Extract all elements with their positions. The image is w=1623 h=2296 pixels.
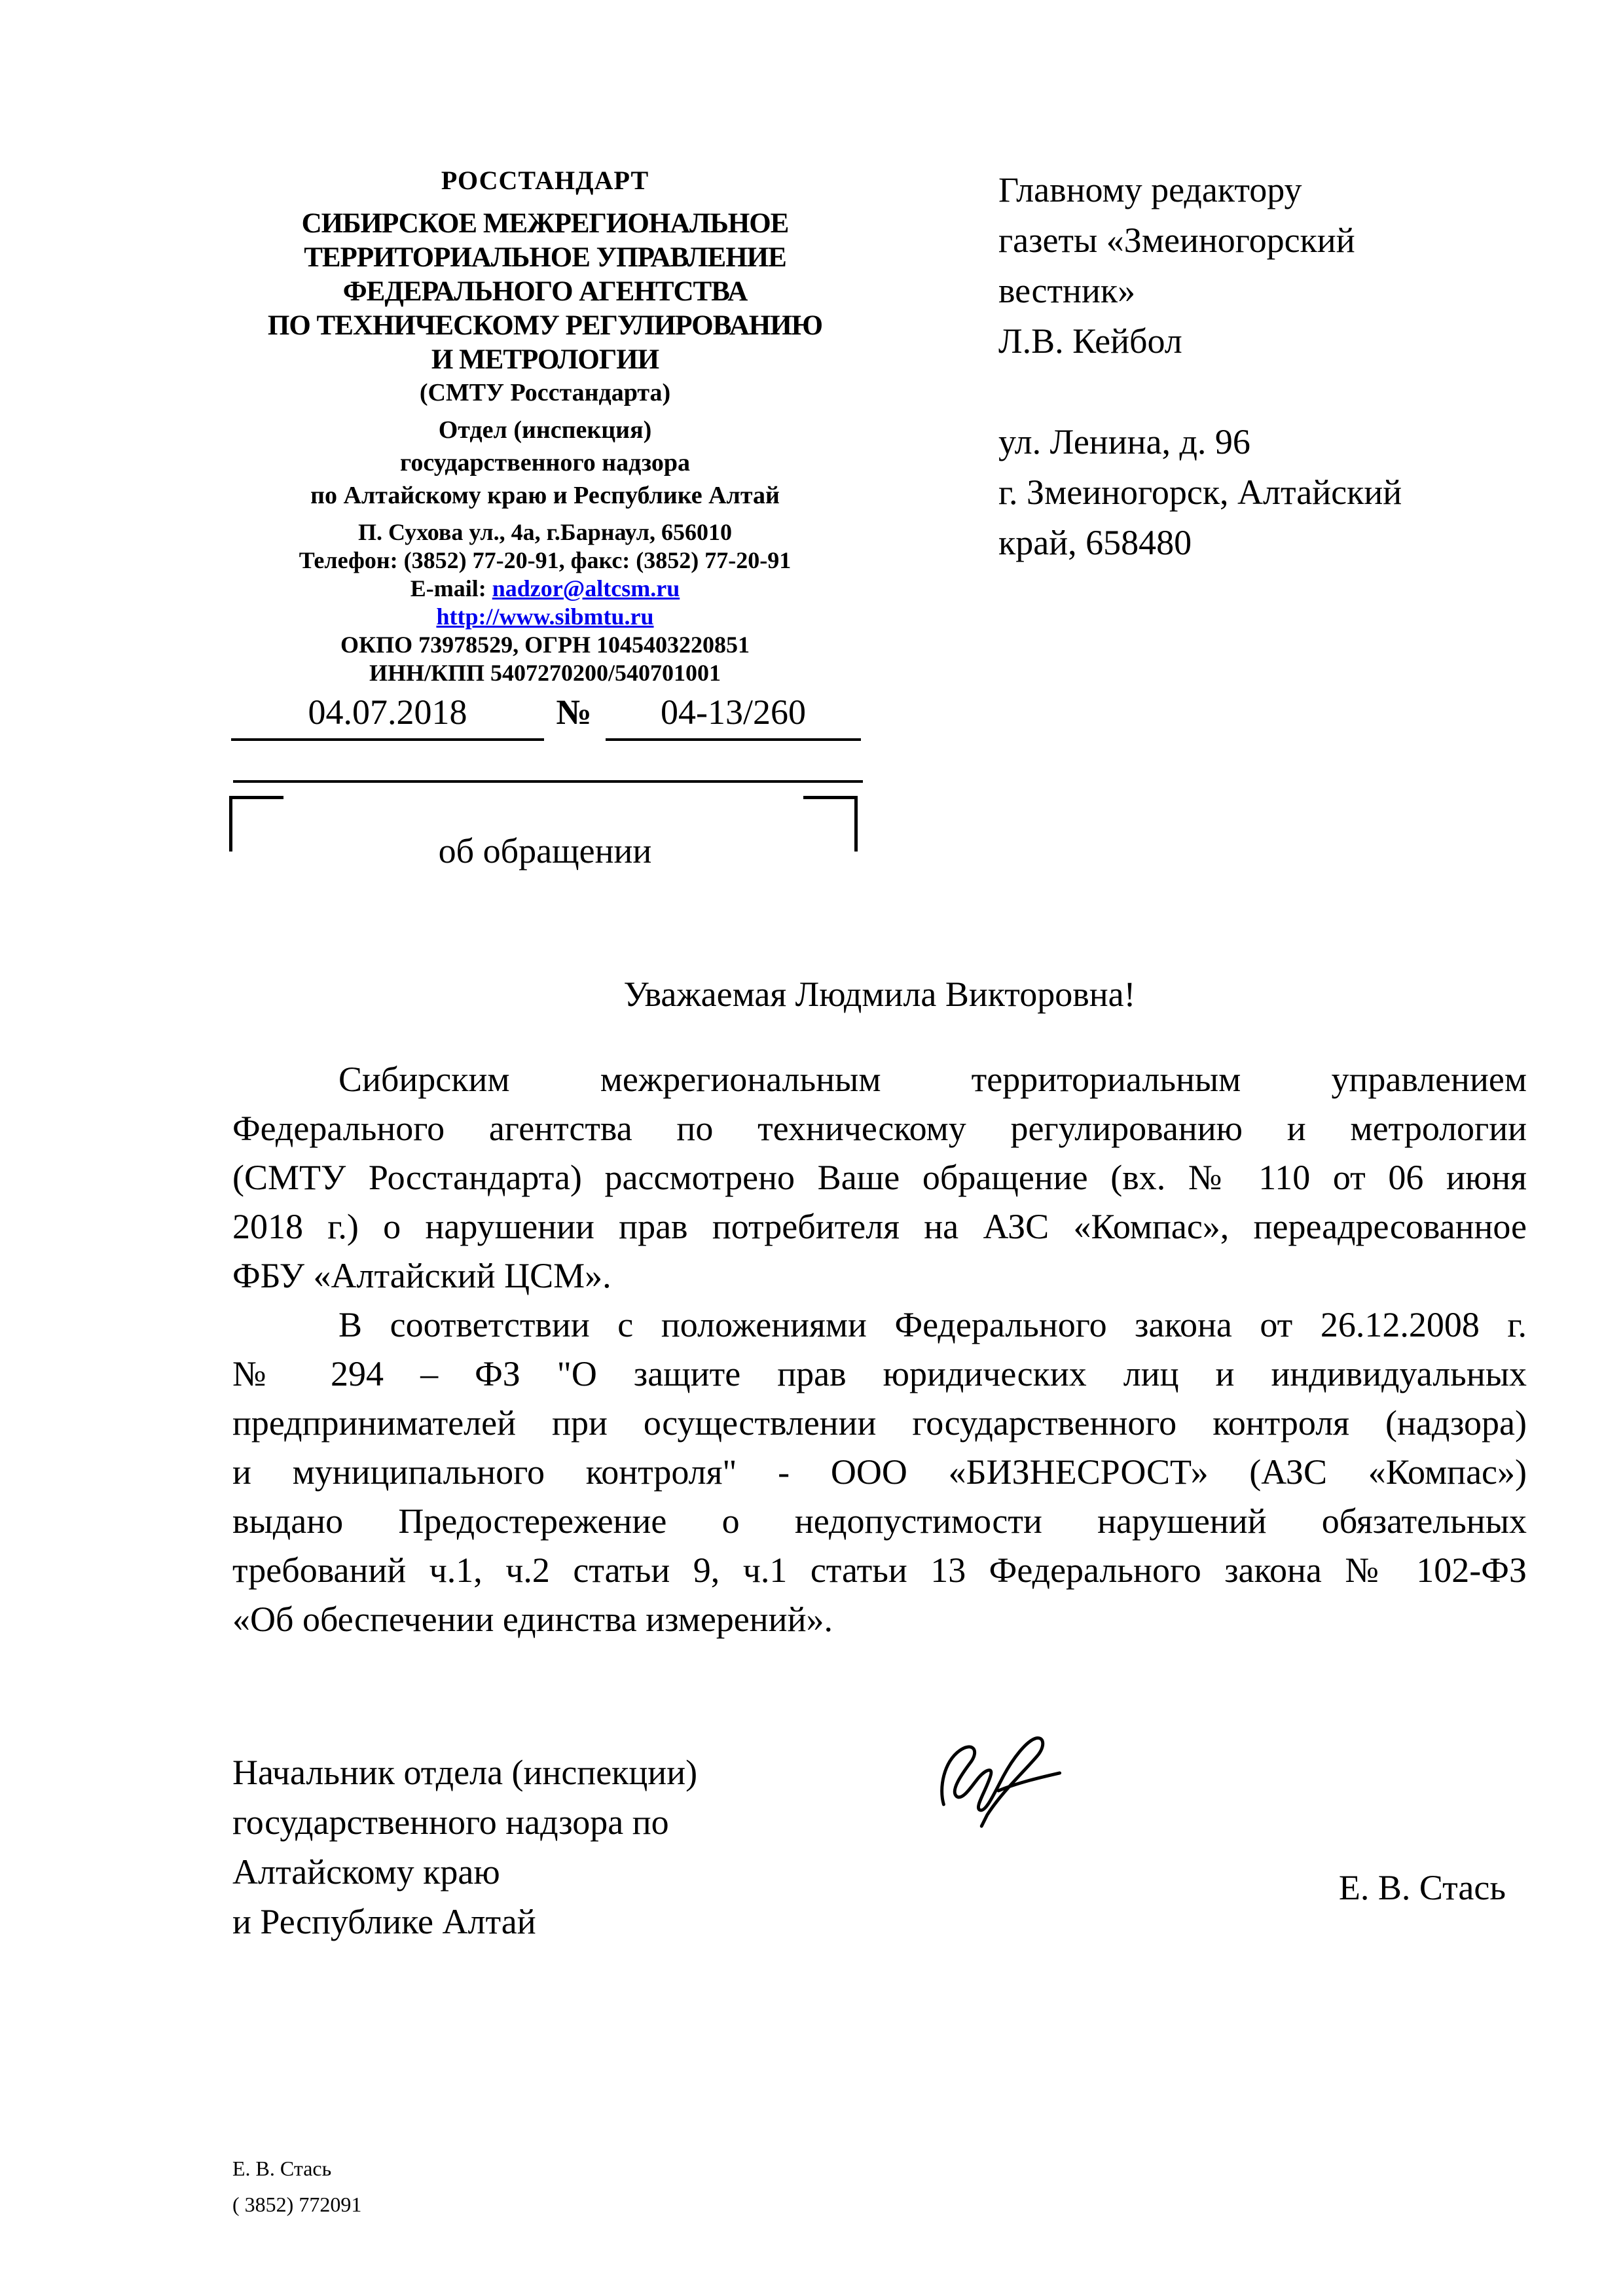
- department-name-line: государственного надзора: [400, 449, 690, 476]
- addressee-line: вестник»: [998, 271, 1136, 310]
- letter-number: 04-13/260: [661, 692, 806, 732]
- body-line: В соответствии с положениями Федерального закона от 26.12.2008 г.: [338, 1305, 1527, 1344]
- body-line: № 294 – ФЗ "О защите прав юридических лиц и индивидуальных: [232, 1354, 1527, 1393]
- body-line: ФБУ «Алтайский ЦСМ».: [232, 1256, 611, 1295]
- agency-name-line: СИБИРСКОЕ МЕЖРЕГИОНАЛЬНОЕ: [301, 208, 789, 239]
- addressee-line: Л.В. Кейбол: [998, 321, 1182, 361]
- agency-name-line: ТЕРРИТОРИАЛЬНОЕ УПРАВЛЕНИЕ: [304, 242, 786, 273]
- subject-line: об обращении: [438, 831, 652, 870]
- agency-full-name: [232, 207, 858, 377]
- email-label: E-mail:: [410, 575, 492, 601]
- addressee-recipient: [998, 165, 1561, 367]
- body-line: (СМТУ Росстандарта) рассмотрено Ваше обращение (вх. № 110 от 06 июня: [232, 1158, 1527, 1197]
- phone-fax-line: Телефон: (3852) 77-20-91, факс: (3852) 77-20-91: [299, 547, 792, 573]
- addressee-line: газеты «Змеиногорский: [998, 221, 1355, 260]
- signatory-name: Е. В. Стась: [1338, 1868, 1506, 1907]
- inn-kpp-line: ИНН/КПП 5407270200/540701001: [369, 660, 721, 686]
- executor-name: Е. В. Стась: [232, 2157, 332, 2180]
- letterhead-contacts: [232, 518, 858, 687]
- agency-name-line: ФЕДЕРАЛЬНОГО АГЕНТСТВА: [342, 276, 748, 307]
- letter-date: 04.07.2018: [308, 692, 467, 732]
- department-name-line: Отдел (инспекция): [438, 416, 652, 444]
- number-underline: [606, 738, 861, 741]
- okpo-ogrn-line: ОКПО 73978529, ОГРН 1045403220851: [340, 632, 750, 658]
- agency-abbreviation: (СМТУ Росстандарта): [419, 379, 671, 406]
- executor-block: [232, 2151, 361, 2223]
- agency-name-line: И МЕТРОЛОГИИ: [431, 344, 659, 375]
- addressee-address-line: край, 658480: [998, 523, 1192, 562]
- body-line: выдано Предостережение о недопустимости нарушений обязательных: [232, 1501, 1527, 1541]
- executor-phone: ( 3852) 772091: [232, 2193, 362, 2216]
- department-name-line: по Алтайскому краю и Республике Алтай: [310, 482, 780, 509]
- email-row: [232, 575, 858, 603]
- website-row: [232, 603, 858, 631]
- postal-address: П. Сухова ул., 4а, г.Барнаул, 656010: [358, 519, 732, 545]
- signatory-position-line: Алтайскому краю: [232, 1852, 500, 1892]
- date-underline: [231, 738, 544, 741]
- addressee-address: [998, 417, 1561, 568]
- addressee-line: Главному редактору: [998, 170, 1302, 209]
- addressee-address-line: г. Змеиногорск, Алтайский: [998, 473, 1402, 512]
- signatory-position: [232, 1748, 920, 1946]
- handwritten-signature: [926, 1728, 1077, 1833]
- body-text: [232, 1055, 1527, 1644]
- letterhead: [232, 162, 858, 687]
- body-line: требований ч.1, ч.2 статьи 9, ч.1 статьи 13 Федерального закона № 102-ФЗ: [232, 1551, 1527, 1590]
- body-line: предпринимателей при осуществлении государственного контроля (надзора): [232, 1403, 1527, 1443]
- department-name: [232, 414, 858, 512]
- number-sign: №: [556, 692, 592, 732]
- website-link[interactable]: http://www.sibmtu.ru: [436, 603, 654, 630]
- reply-reference-underline: [233, 780, 863, 783]
- addressee-block: [998, 165, 1561, 568]
- agency-name-line: ПО ТЕХНИЧЕСКОМУ РЕГУЛИРОВАНИЮ: [267, 310, 823, 341]
- body-line: Сибирским межрегиональным территориальным управлением: [338, 1060, 1527, 1099]
- body-line: 2018 г.) о нарушении прав потребителя на АЗС «Компас», переадресованное: [232, 1207, 1527, 1246]
- email-link[interactable]: nadzor@altcsm.ru: [492, 575, 680, 601]
- addressee-address-line: ул. Ленина, д. 96: [998, 422, 1250, 461]
- agency-short-name: РОССТАНДАРТ: [441, 166, 649, 195]
- salutation: Уважаемая Людмила Викторовна!: [623, 975, 1136, 1014]
- body-line: и муниципального контроля" - ООО «БИЗНЕСРОСТ» (АЗС «Компас»): [232, 1452, 1527, 1492]
- body-line: Федерального агентства по техническому регулированию и метрологии: [232, 1109, 1527, 1148]
- signatory-position-line: государственного надзора по: [232, 1803, 669, 1842]
- signatory-position-line: и Республике Алтай: [232, 1902, 536, 1941]
- body-line: «Об обеспечении единства измерений».: [232, 1600, 833, 1639]
- signatory-position-line: Начальник отдела (инспекции): [232, 1753, 698, 1792]
